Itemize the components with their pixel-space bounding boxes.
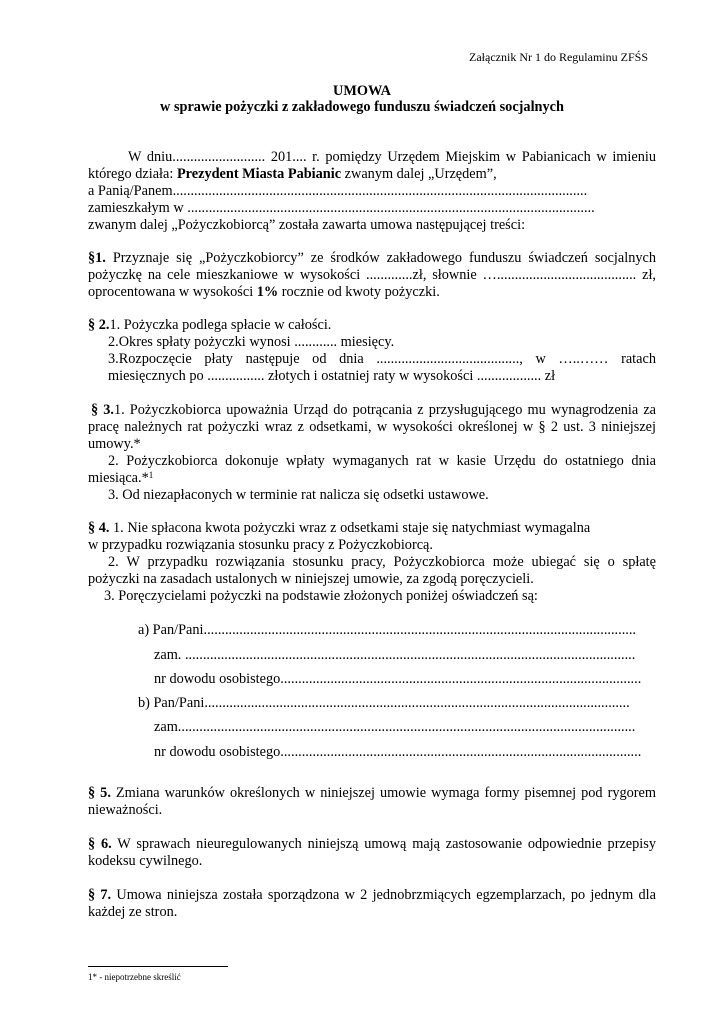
intro-line-1: W dniu.......................... 201.... r. pomiędzy Urzędem Miejskim w Pabianicach w imieniu — [128, 149, 656, 165]
s7-line-1: § 7. Umowa niniejsza została sporządzona w 2 jednobrzmiących egzemplarzach, po jednym dla — [88, 887, 656, 903]
s6-line-1: § 6. W sprawach nieuregulowanych niniejszą umową mają zastosowanie odpowiednie przepisy — [88, 836, 656, 852]
header-note: Załącznik Nr 1 do Regulaminu ZFŚS — [469, 50, 648, 64]
s2-number: § 2. — [88, 317, 110, 333]
s5-line-1: § 5. Zmiana warunków określonych w niniejszej umowie wymaga formy pisemnej pod rygorem — [88, 785, 656, 801]
s1-line-2: pożyczkę na cele mieszkaniowe w wysokości .............zł, słownie …....................................... zł, — [88, 267, 656, 283]
s3-line-5: miesiąca.*$^1$ — [88, 470, 154, 486]
s2-line-2: 2.Okres spłaty pożyczki wynosi ............ miesięcy. — [108, 334, 395, 350]
s7-number: § 7. — [88, 887, 112, 903]
s4-line-4: pożyczki na zasadach ustalonych w niniejszej umowie, za zgodą poręczycieli. — [88, 571, 534, 587]
guarantor-b-name: b) Pan/Pani....................................................................................................................... — [138, 695, 630, 711]
s4-line-3: 2. W przypadku rozwiązania stosunku pracy, Pożyczkobiorca może ubiegać się o spłatę — [108, 554, 656, 570]
s3-number: § 3. — [91, 402, 114, 418]
document-subtitle: w sprawie pożyczki z zakładowego funduszu świadczeń socjalnych — [160, 99, 564, 115]
intro-line-3: a Panią/Panem.................................................................................................................... — [88, 183, 588, 199]
s1-number: §1. — [88, 250, 106, 266]
s3-line-4: 2. Pożyczkobiorca dokonuje wpłaty wymaganych rat w kasie Urzędu do ostatniego dnia — [108, 453, 656, 469]
intro-line-5: zwanym dalej „Pożyczkobiorcą” została zawarta umowa następującej treści: — [88, 217, 526, 233]
s4-line-5: 3. Poręczycielami pożyczki na podstawie złożonych poniżej oświadczeń są: — [104, 588, 538, 604]
s7-line-2: każdej ze stron. — [88, 904, 178, 920]
s6-line-2: kodeksu cywilnego. — [88, 853, 203, 869]
s5-line-2: nieważności. — [88, 802, 163, 818]
document-title: UMOWA — [333, 83, 391, 99]
footnote-divider — [88, 966, 228, 967]
s3-line-3: umowy.* — [88, 436, 141, 452]
s4-number: § 4. — [88, 520, 110, 536]
s1-line-3: oprocentowana w wysokości 1% rocznie od kwoty pożyczki. — [88, 284, 440, 300]
s6-number: § 6. — [88, 836, 112, 852]
intro-line-2: którego działa: Prezydent Miasta Pabianic zwanym dalej „Urzędem”, — [88, 166, 497, 182]
s4-line-1: § 4. 1. Nie spłacona kwota pożyczki wraz z odsetkami staje się natychmiast wymagalna — [88, 520, 591, 536]
s3-line-6: 3. Od niezapłaconych w terminie rat nalicza się odsetki ustawowe. — [108, 487, 489, 503]
guarantor-a-name: a) Pan/Pani......................................................................................................................... — [138, 622, 636, 638]
s4-line-2: w przypadku rozwiązania stosunku pracy z Pożyczkobiorcą. — [88, 537, 433, 553]
s5-number: § 5. — [88, 785, 111, 801]
guarantor-a-id: nr dowodu osobistego..................................................................................................... — [154, 671, 642, 687]
mayor-name: Prezydent Miasta Pabianic — [176, 166, 342, 182]
s3-line-1: § 3.1. Pożyczkobiorca upoważnia Urząd do potrącania z przysługującego mu wynagrodzenia za — [91, 402, 657, 418]
guarantor-b-id: nr dowodu osobistego..................................................................................................... — [154, 744, 642, 760]
s1-line-1: §1. Przyznaje się „Pożyczkobiorcy” ze środków zakładowego funduszu świadczeń socjalnych — [88, 250, 656, 266]
s3-line-2: pracę należnych rat pożyczki wraz z odsetkami, w wysokości określonej w § 2 ust. 3 niniejszej — [88, 419, 656, 435]
intro-line-4: zamieszkałym w .................................................................................................................. — [88, 200, 595, 216]
guarantor-a-address: zam. .............................................................................................................................. — [154, 647, 636, 663]
s2-line-1: § 2.1. Pożyczka podlega spłacie w całości. — [88, 317, 332, 333]
s2-line-3: 3.Rozpoczęcie płaty następuje od dnia ........................................, w …..…… ratach — [108, 351, 656, 367]
guarantor-b-address: zam................................................................................................................................ — [154, 719, 636, 735]
footnote: 1* - niepotrzebne skreślić — [88, 972, 181, 982]
s2-line-4: miesięcznych po ................ złotych i ostatniej raty w wysokości .................. zł — [108, 368, 556, 384]
